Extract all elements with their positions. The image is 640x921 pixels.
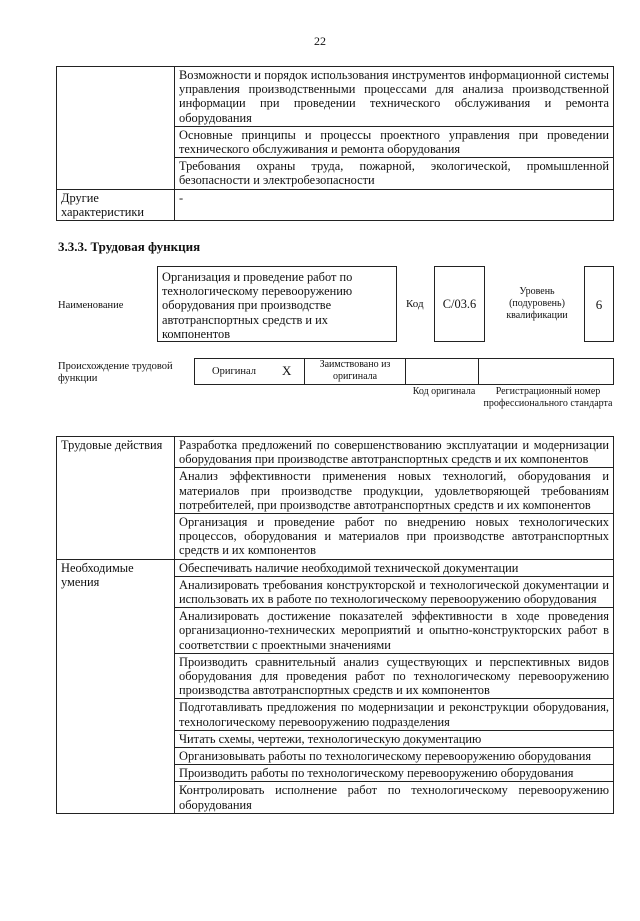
action-item: Анализ эффективности применения новых технологий, оборудования и материалов при производстве продукции, удовлетворяющей требованиям потребителей, при производстве автотранспортных средств и их компонентов [175,468,614,514]
knowledge-item: Основные принципы и процессы проектного управления при проведении технического обслуживания и ремонта оборудования [175,126,614,157]
section-title: 3.3.3. Трудовая функция [58,239,201,254]
skill-item: Организовывать работы по технологическому перевооружению оборудования [175,748,614,765]
code-caption: Код оригинала [412,386,476,397]
skills-label: Необходимые умения [57,559,175,813]
name-label: Наименование [58,300,124,311]
function-table [56,436,614,814]
action-item: Организация и проведение работ по внедрению новых технологических процессов, оборудования и материалов при производстве автотранспортных средств и их компонентов [175,514,614,560]
level-label: Уровень (подуровень) квалификации [506,286,568,321]
skill-item: Анализировать требования конструкторской и технологической документации и использовать их в работе по технологическому перевооружению оборудования [175,576,614,607]
origin-label: Происхождение трудовой функции [58,361,173,384]
knowledge-item: Возможности и порядок использования инструментов информационной системы управления производственными процессами для анализа производственной информации при проведении технического обслуживания и ремонта оборудования [175,67,614,127]
original-mark: X [282,363,292,378]
page-number: 22 [314,34,326,48]
origin-row [194,358,614,385]
actions-label: Трудовые действия [57,437,175,560]
skill-item: Производить сравнительный анализ существующих и перспективных видов оборудования для проведения работ по технологическому перевооружению производства автотранспортных средств и их компонентов [175,653,614,699]
skill-item: Читать схемы, чертежи, технологическую документацию [175,730,614,747]
divider [304,358,305,385]
table-row [57,437,614,468]
skill-item: Контролировать исполнение работ по технологическому перевооружению оборудования [175,782,614,813]
divider [478,358,479,385]
skill-item: Производить работы по технологическому перевооружению оборудования [175,765,614,782]
code-label: Код [406,298,424,310]
skill-item: Подготавливать предложения по модернизации и реконструкции оборудования, технологическому перевооружению подразделения [175,699,614,730]
knowledge-item: Требования охраны труда, пожарной, экологической, промышленной безопасности и электробезопасности [175,158,614,189]
level-value: 6 [584,266,614,342]
borrowed-label: Заимствовано из оригинала [319,359,391,382]
other-label: Другие характеристики [57,189,175,220]
empty-label-cell [57,67,175,190]
code-value: C/03.6 [434,266,485,342]
skill-item: Обеспечивать наличие необходимой технической документации [175,559,614,576]
name-value: Организация и проведение работ по технологическому перевооружению оборудования при производстве автотранспортных средств и их компонентов [157,266,397,342]
table-row [57,189,614,220]
table-row [57,559,614,576]
knowledge-table [56,66,614,221]
table-row [57,67,614,127]
reg-caption: Регистрационный номер профессионального стандарта [483,386,613,409]
divider [405,358,406,385]
action-item: Разработка предложений по совершенствованию эксплуатации и модернизации оборудования при производстве автотранспортных средств и их компонентов [175,437,614,468]
skill-item: Анализировать достижение показателей эффективности в ходе проведения организационно-технических мероприятий и опытно-конструкторских работ в соответствии с проектными значениями [175,608,614,654]
original-label: Оригинал [212,366,256,377]
other-value: - [175,189,614,220]
